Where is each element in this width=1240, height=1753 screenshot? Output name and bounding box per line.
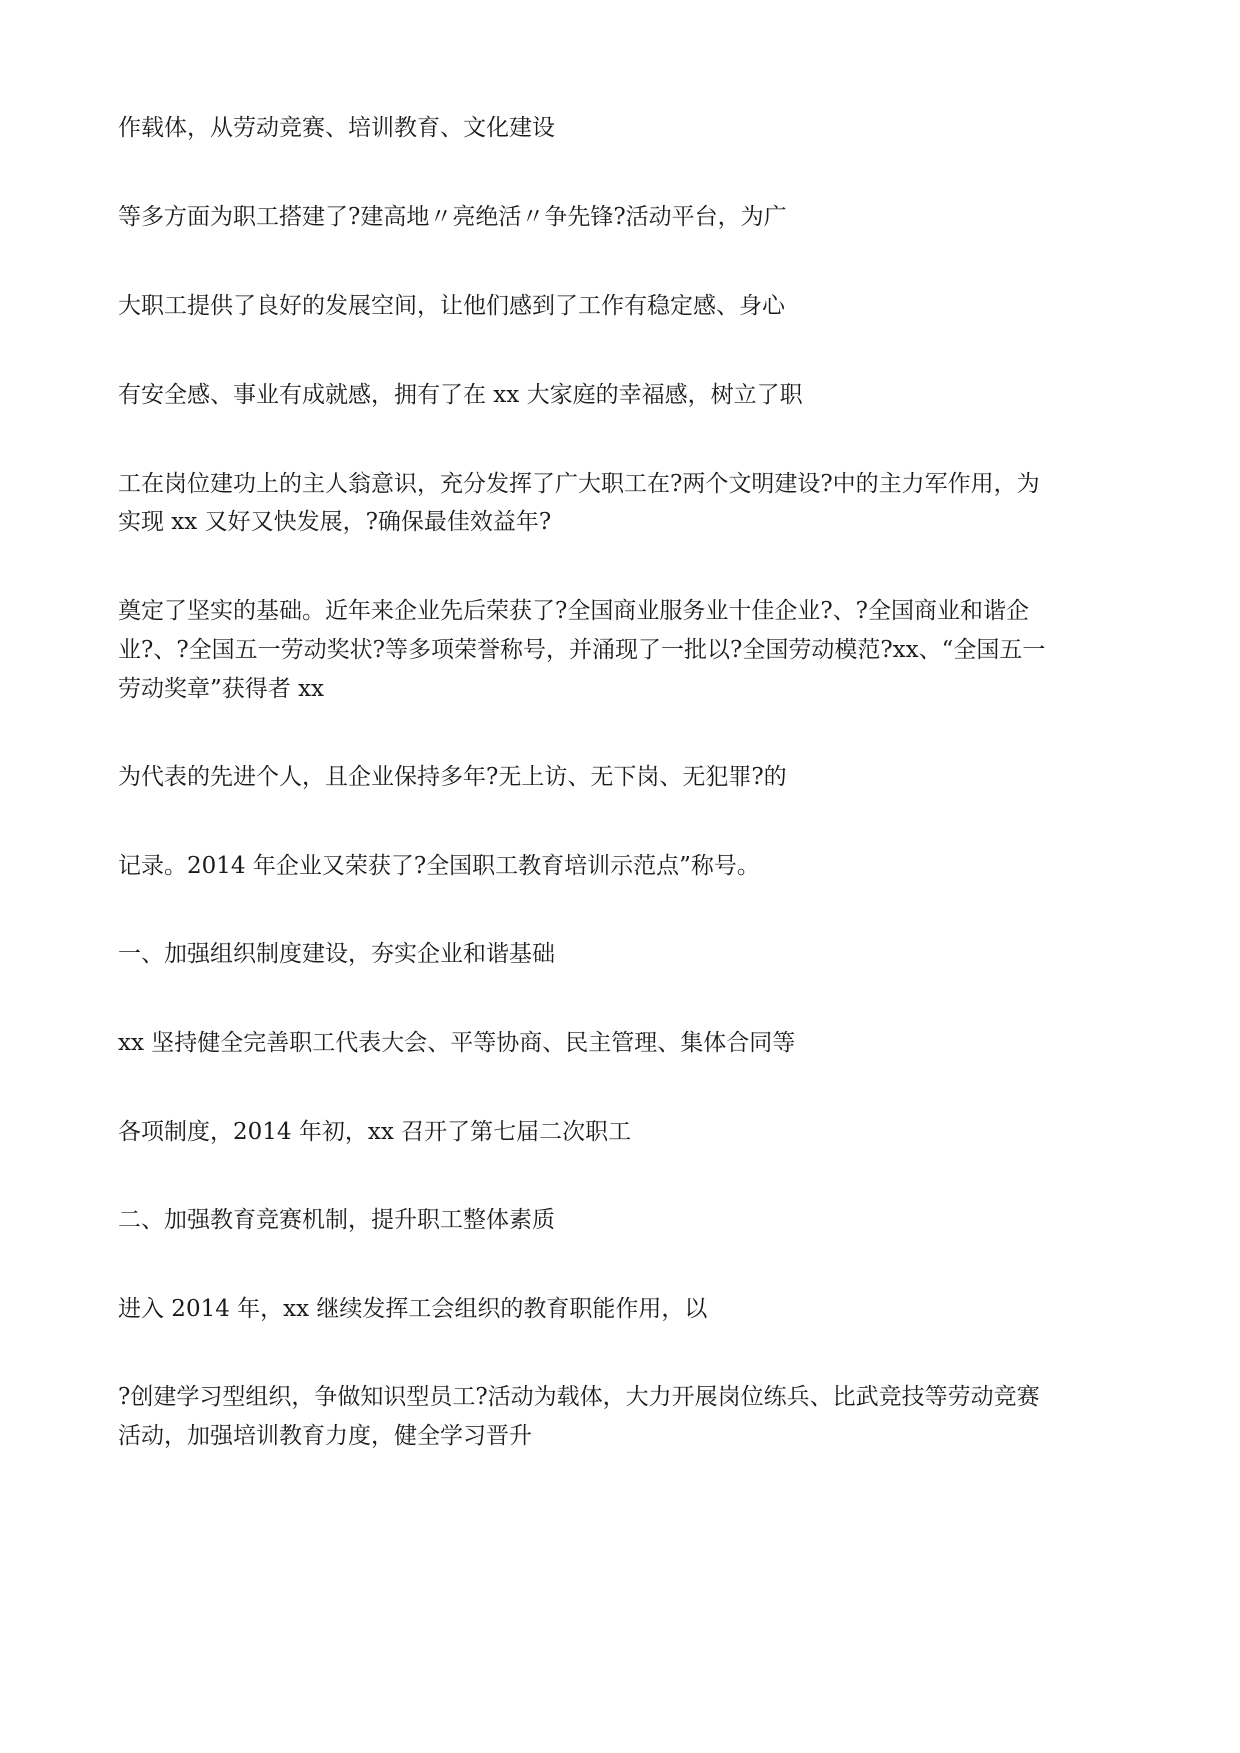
paragraph-line: 作载体，从劳动竞赛、培训教育、文化建设 <box>118 115 555 141</box>
paragraph-line: 奠定了坚实的基础。近年来企业先后荣获了?全国商业服务业十佳企业?、?全国商业和谐企 <box>118 598 1029 624</box>
paragraph-line: ?创建学习型组织，争做知识型员工?活动为载体，大力开展岗位练兵、比武竞技等劳动竞赛 <box>118 1384 1040 1410</box>
paragraph-line: 有安全感、事业有成就感，拥有了在 xx 大家庭的幸福感，树立了职 <box>118 382 803 408</box>
paragraph-line: 为代表的先进个人，且企业保持多年?无上访、无下岗、无犯罪?的 <box>118 764 787 790</box>
paragraph-line: 工在岗位建功上的主人翁意识，充分发挥了广大职工在?两个文明建设?中的主力军作用，为 <box>118 471 1040 497</box>
section-heading: 二、加强教育竞赛机制，提升职工整体素质 <box>118 1207 555 1233</box>
paragraph-line: 活动，加强培训教育力度，健全学习晋升 <box>118 1423 532 1449</box>
paragraph-line: 大职工提供了良好的发展空间，让他们感到了工作有稳定感、身心 <box>118 293 785 319</box>
paragraph-line: 实现 xx 又好又快发展，?确保最佳效益年? <box>118 509 552 535</box>
paragraph-line: 劳动奖章”获得者 xx <box>118 676 325 702</box>
paragraph-line: 各项制度，2014 年初，xx 召开了第七届二次职工 <box>118 1119 632 1145</box>
paragraph-line: 进入 2014 年，xx 继续发挥工会组织的教育职能作用，以 <box>118 1296 708 1322</box>
paragraph-line: 记录。2014 年企业又荣获了?全国职工教育培训示范点”称号。 <box>118 853 760 879</box>
paragraph-line: 业?、?全国五一劳动奖状?等多项荣誉称号，并涌现了一批以?全国劳动模范?xx、“全国五一 <box>118 637 1046 663</box>
section-heading: 一、加强组织制度建设，夯实企业和谐基础 <box>118 941 555 967</box>
paragraph-line: 等多方面为职工搭建了?建高地〃亮绝活〃争先锋?活动平台，为广 <box>118 204 787 230</box>
paragraph-line: xx 坚持健全完善职工代表大会、平等协商、民主管理、集体合同等 <box>118 1030 796 1056</box>
